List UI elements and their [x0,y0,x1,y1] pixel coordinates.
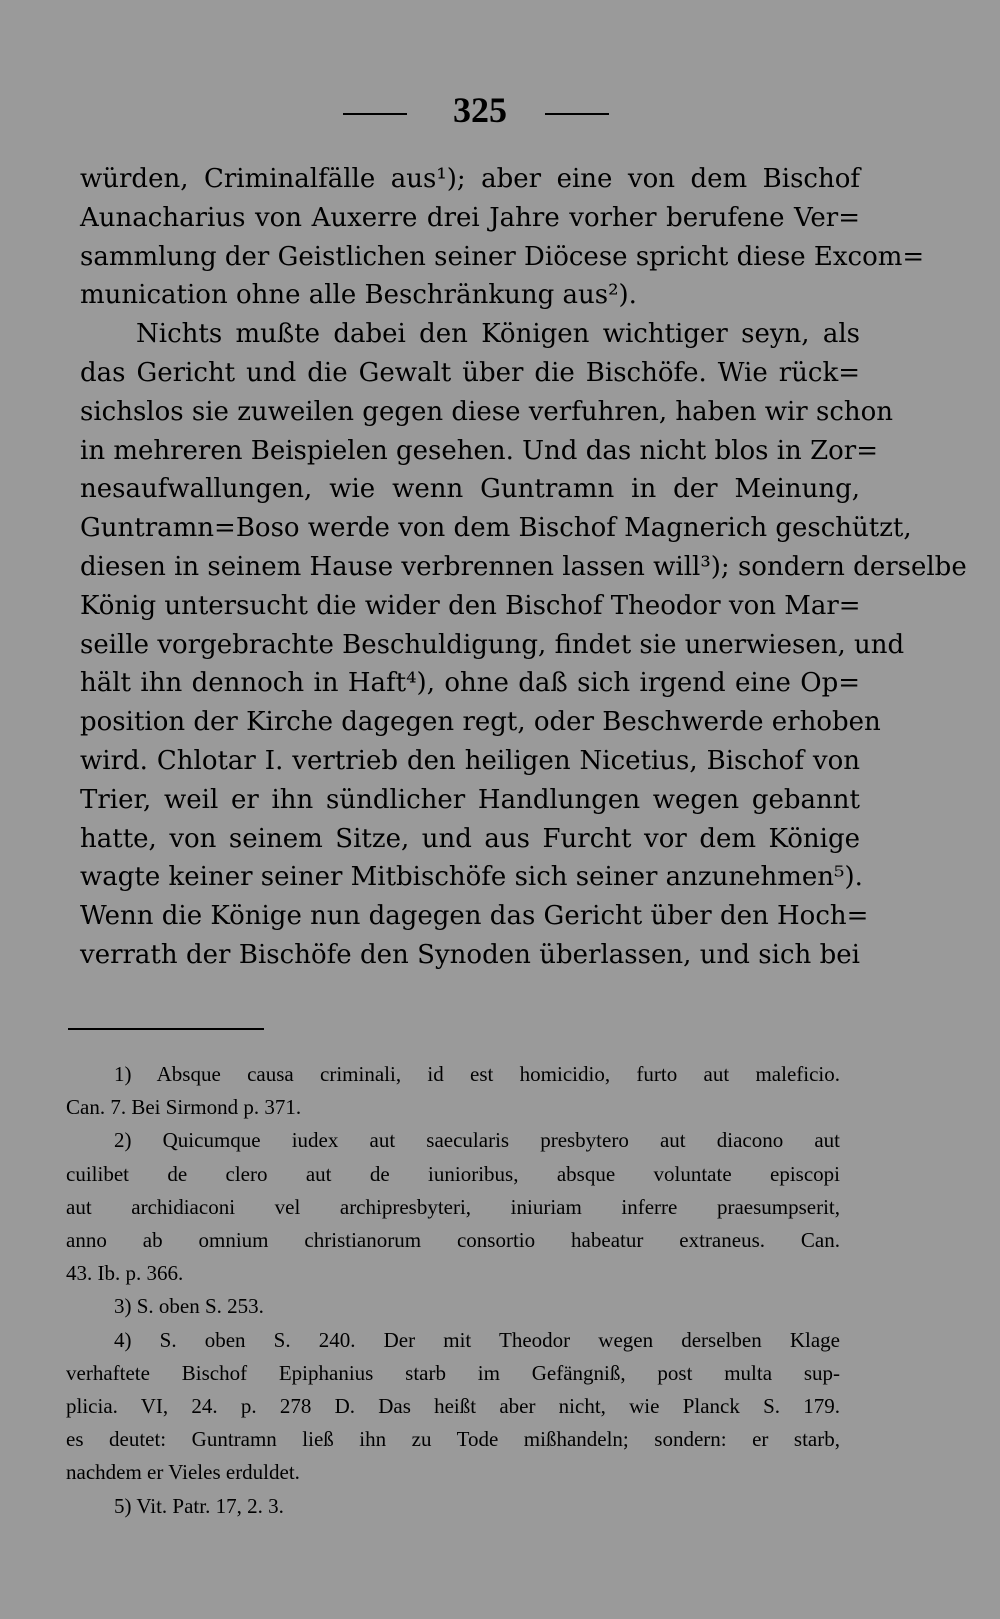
text-line: Wenn die Könige nun dagegen das Gericht über den Hoch= [80,901,869,932]
footnote-line: verhaftete Bischof Epiphanius starb im Gefängniß, post multa sup- [66,1360,840,1385]
text-line: Guntramn=Boso werde von dem Bischof Magnerich geschützt, [80,513,912,544]
text-line: munication ohne alle Beschränkung aus²). [80,280,637,311]
footnote-line: anno ab omnium christianorum consortio habeatur extraneus. Can. [66,1228,840,1253]
text-line: hält ihn dennoch in Haft⁴), ohne daß sich irgend eine Op= [80,668,860,699]
text-line: position der Kirche dagegen regt, oder Beschwerde erhoben [80,707,881,738]
footnote-line: 5) Vit. Patr. 17, 2. 3. [114,1493,284,1518]
header-rule-left [343,113,407,115]
text-line: Nichts mußte dabei den Königen wichtiger seyn, als [136,319,860,350]
footnote-line: aut archidiaconi vel archipresbyteri, iniuriam inferre praesumpserit, [66,1194,840,1219]
text-line: sammlung der Geistlichen seiner Diöcese spricht diese Excom= [80,241,925,272]
text-line: in mehreren Beispielen gesehen. Und das nicht blos in Zor= [80,435,879,466]
footnotes [66,1058,840,1523]
footnote-line: 4) S. oben S. 240. Der mit Theodor wegen derselben Klage [114,1327,840,1352]
footnote-line: nachdem er Vieles erduldet. [66,1460,300,1485]
header-rule-right [545,113,609,115]
footnote-line: 1) Absque causa criminali, id est homicidio, furto aut maleficio. [114,1062,840,1086]
text-line: König untersucht die wider den Bischof Theodor von Mar= [80,590,861,621]
text-line: nesaufwallungen, wie wenn Guntramn in der Meinung, [80,474,860,505]
text-line: diesen in seinem Hause verbrennen lassen will³); sondern derselbe [80,551,967,582]
main-text [80,160,967,975]
footnote-line: cuilibet de clero aut de iunioribus, absque voluntate episcopi [66,1161,840,1186]
page-number: 325 [453,90,507,130]
text-line: das Gericht und die Gewalt über die Bischöfe. Wie rück= [80,357,860,388]
text-line: seille vorgebrachte Beschuldigung, findet sie unerwiesen, und [80,629,905,660]
text-line: wird. Chlotar I. vertrieb den heiligen Nicetius, Bischof von [80,745,860,776]
footnote-line: 43. Ib. p. 366. [66,1261,184,1286]
text-line: sichslos sie zuweilen gegen diese verfuhren, haben wir schon [80,396,894,427]
text-line: Trier, weil er ihn sündlicher Handlungen wegen gebannt [80,784,860,815]
page-header [0,85,1000,135]
footnote-divider [68,1028,264,1030]
footnote-line: 3) S. oben S. 253. [114,1294,264,1319]
text-line: Aunacharius von Auxerre drei Jahre vorher berufene Ver= [80,202,860,233]
text-line: würden, Criminalfälle aus¹); aber eine von dem Bischof [80,164,860,194]
footnote-line: 2) Quicumque iudex aut saecularis presbytero aut diacono aut [114,1128,840,1153]
text-line: wagte keiner seiner Mitbischöfe sich seiner anzunehmen⁵). [80,862,863,893]
text-line: verrath der Bischöfe den Synoden überlassen, und sich bei [80,939,860,970]
footnote-line: es deutet: Guntramn ließ ihn zu Tode mißhandeln; sondern: er starb, [66,1427,840,1452]
text-line: hatte, von seinem Sitze, und aus Furcht vor dem Könige [80,823,860,854]
footnote-line: Can. 7. Bei Sirmond p. 371. [66,1095,302,1120]
footnote-line: plicia. VI, 24. p. 278 D. Das heißt aber nicht, wie Planck S. 179. [66,1394,840,1419]
